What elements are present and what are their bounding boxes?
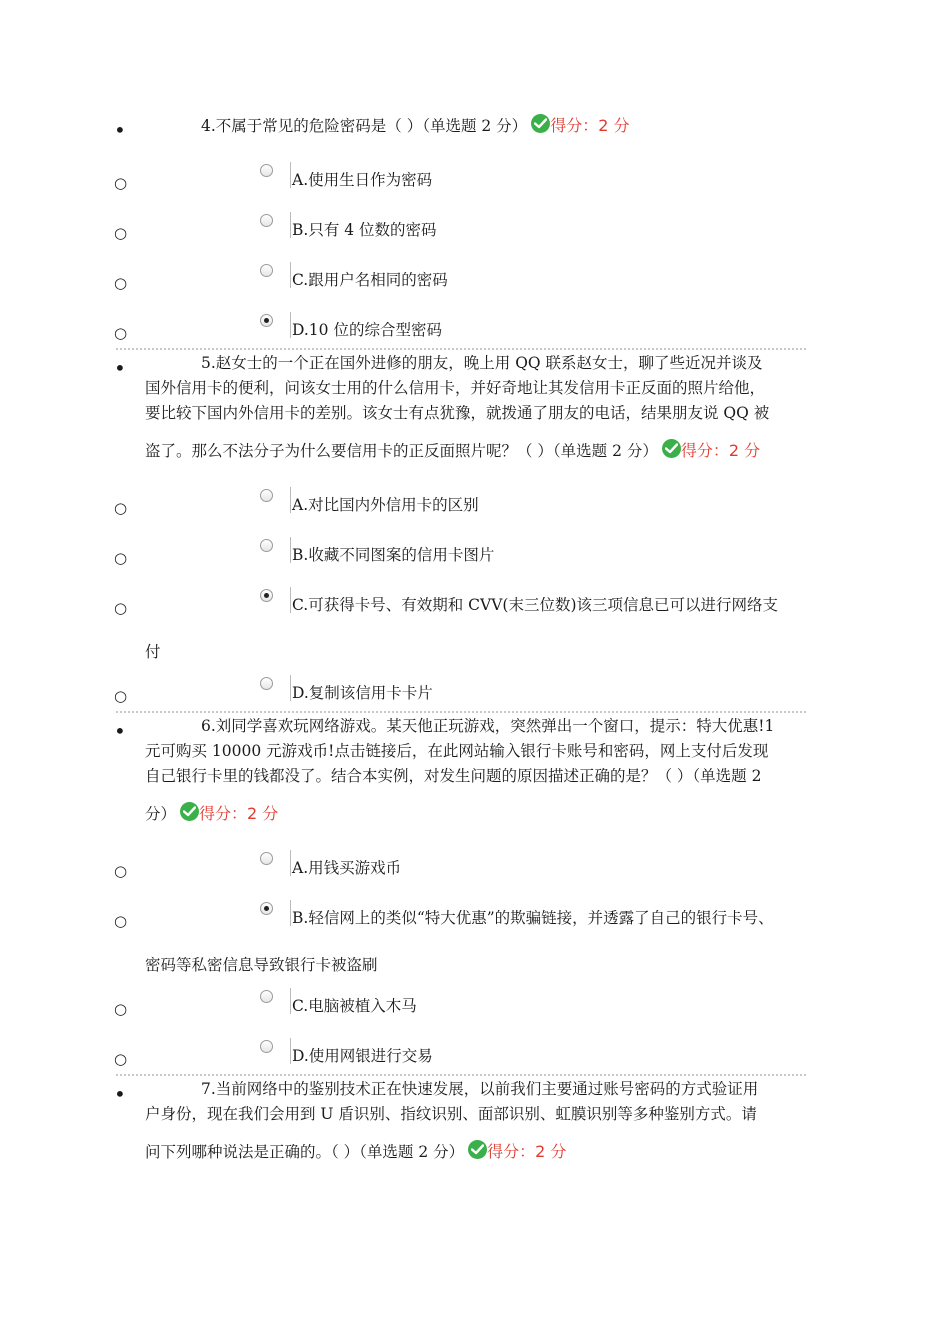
question-4	[145, 113, 810, 139]
option-q6-b[interactable]: B.轻信网上的类似“特大优惠”的欺骗链接，并透露了自己的银行卡号、	[292, 909, 774, 927]
divider	[290, 262, 291, 288]
question-text-line: 分）	[145, 805, 177, 823]
option-q5-c[interactable]: C.可获得卡号、有效期和 CVV(末三位数)该三项信息已可以进行网络支	[292, 596, 779, 614]
option-q5-c-continued: 付	[145, 643, 161, 661]
divider	[290, 675, 291, 701]
divider	[290, 537, 291, 563]
option-q6-a[interactable]: A.用钱买游戏币	[292, 859, 402, 877]
radio-q5-b[interactable]	[260, 539, 273, 552]
option-q5-a[interactable]: A.对比国内外信用卡的区别	[292, 496, 479, 514]
question-separator	[116, 711, 806, 713]
score-label: 得分：2 分	[199, 804, 279, 823]
divider	[290, 900, 291, 926]
divider	[290, 850, 291, 876]
option-q4-a[interactable]: A.使用生日作为密码	[292, 171, 433, 189]
option-bullet: ○	[114, 912, 128, 930]
option-q6-d[interactable]: D.使用网银进行交易	[292, 1047, 433, 1065]
question-text-line: 国外信用卡的便利，问该女士用的什么信用卡，并好奇地让其发信用卡正反面的照片给他，	[145, 379, 766, 397]
question-text-line: 7.当前网络中的鉴别技术正在快速发展，以前我们主要通过账号密码的方式验证用	[201, 1080, 759, 1098]
divider	[290, 587, 291, 613]
radio-q6-a[interactable]	[260, 852, 273, 865]
option-q4-d[interactable]: D.10 位的综合型密码	[292, 321, 442, 339]
option-bullet: ○	[114, 549, 128, 567]
score-label: 得分：2 分	[487, 1142, 567, 1161]
divider	[290, 312, 291, 338]
radio-q5-c-selected[interactable]	[260, 589, 273, 602]
option-bullet: ○	[114, 274, 128, 292]
option-q5-b[interactable]: B.收藏不同图案的信用卡图片	[292, 546, 495, 564]
option-q6-c[interactable]: C.电脑被植入木马	[292, 997, 417, 1015]
option-bullet: ○	[114, 499, 128, 517]
question-text-line: 元可购买 10000 元游戏币!点击链接后，在此网站输入银行卡账号和密码，网上支付后发现	[145, 742, 769, 760]
question-bullet: •	[114, 719, 126, 743]
option-bullet: ○	[114, 174, 128, 192]
option-q4-b[interactable]: B.只有 4 位数的密码	[292, 221, 437, 239]
check-circle-icon	[531, 114, 550, 133]
question-bullet: •	[114, 356, 126, 380]
option-bullet: ○	[114, 224, 128, 242]
radio-q5-a[interactable]	[260, 489, 273, 502]
divider	[290, 988, 291, 1014]
score-label: 得分：2 分	[550, 116, 630, 135]
question-separator	[116, 348, 806, 350]
radio-q4-d-selected[interactable]	[260, 314, 273, 327]
radio-q4-c[interactable]	[260, 264, 273, 277]
divider	[290, 1038, 291, 1064]
option-q5-d[interactable]: D.复制该信用卡卡片	[292, 684, 433, 702]
divider	[290, 162, 291, 188]
divider	[290, 487, 291, 513]
option-bullet: ○	[114, 1000, 128, 1018]
question-separator	[116, 1074, 806, 1076]
option-bullet: ○	[114, 687, 128, 705]
question-text: 4.不属于常见的危险密码是（ ）（单选题 2 分）	[201, 117, 528, 135]
question-text-line: 自己银行卡里的钱都没了。结合本实例，对发生问题的原因描述正确的是？（ ）（单选题 2	[145, 767, 762, 785]
question-bullet: •	[114, 1082, 126, 1106]
check-circle-icon	[468, 1140, 487, 1159]
option-q6-b-continued: 密码等私密信息导致银行卡被盗刷	[145, 956, 378, 974]
question-5	[145, 351, 810, 464]
question-text-line: 5.赵女士的一个正在国外进修的朋友，晚上用 QQ 联系赵女士，聊了些近况并谈及	[201, 354, 763, 372]
radio-q6-d[interactable]	[260, 1040, 273, 1053]
option-bullet: ○	[114, 1050, 128, 1068]
option-q4-c[interactable]: C.跟用户名相同的密码	[292, 271, 448, 289]
radio-q6-c[interactable]	[260, 990, 273, 1003]
question-7	[145, 1077, 810, 1165]
option-bullet: ○	[114, 862, 128, 880]
radio-q5-d[interactable]	[260, 677, 273, 690]
option-bullet: ○	[114, 599, 128, 617]
score-label: 得分：2 分	[680, 441, 761, 460]
check-circle-icon	[180, 802, 199, 821]
question-text-line: 盗了。那么不法分子为什么要信用卡的正反面照片呢？（ ）（单选题 2 分）	[145, 442, 658, 460]
question-text-line: 户身份，现在我们会用到 U 盾识别、指纹识别、面部识别、虹膜识别等多种鉴别方式。请	[145, 1105, 757, 1123]
question-6	[145, 714, 810, 827]
divider	[290, 212, 291, 238]
radio-q4-b[interactable]	[260, 214, 273, 227]
question-text-line: 6.刘同学喜欢玩网络游戏。某天他正玩游戏，突然弹出一个窗口，提示：特大优惠!1	[201, 717, 775, 735]
radio-q4-a[interactable]	[260, 164, 273, 177]
radio-q6-b-selected[interactable]	[260, 902, 273, 915]
question-text-line: 要比较下国内外信用卡的差别。该女士有点犹豫，就拨通了朋友的电话，结果朋友说 QQ 被	[145, 404, 770, 422]
question-text-line: 问下列哪种说法是正确的。（ ）（单选题 2 分）	[145, 1143, 465, 1161]
option-bullet: ○	[114, 324, 128, 342]
check-circle-icon	[662, 439, 681, 458]
question-bullet: •	[114, 118, 126, 142]
